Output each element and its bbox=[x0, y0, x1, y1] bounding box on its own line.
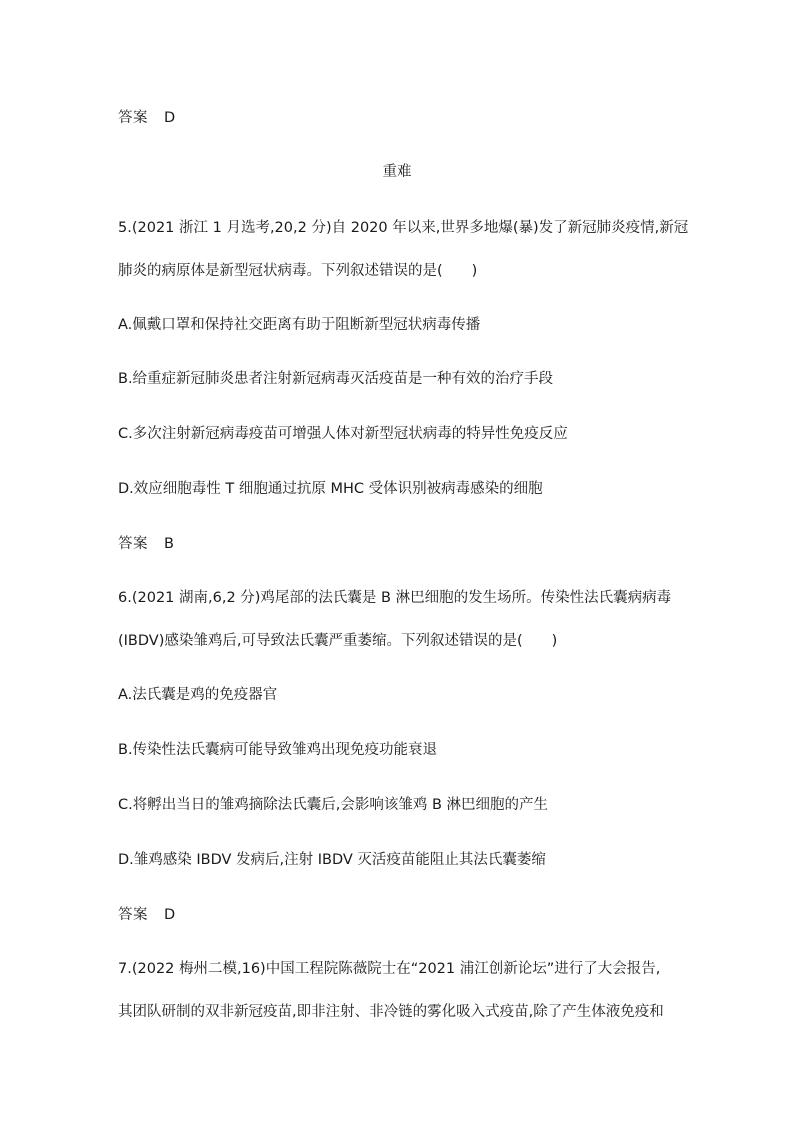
q6-stem-line-1: 6.(2021 湖南,6,2 分)鸡尾部的法氏囊是 B 淋巴细胞的发生场所。传染性法氏囊病病毒 bbox=[118, 590, 672, 606]
q5-stem-line-2: 肺炎的病原体是新型冠状病毒。下列叙述错误的是( ) bbox=[118, 263, 478, 279]
q7-stem-line-2: 其团队研制的双非新冠疫苗,即非注射、非冷链的雾化吸入式疫苗,除了产生体液免疫和 bbox=[118, 1004, 664, 1020]
answer-label: 答案 bbox=[118, 110, 148, 126]
q5-option-b: B.给重症新冠肺炎患者注射新冠病毒灭活疫苗是一种有效的治疗手段 bbox=[118, 371, 554, 387]
answer-value: D bbox=[164, 110, 176, 126]
q5-option-d: D.效应细胞毒性 T 细胞通过抗原 MHC 受体识别被病毒感染的细胞 bbox=[118, 481, 543, 497]
answer-row-1 bbox=[118, 108, 175, 128]
answer-label: 答案 bbox=[118, 536, 148, 552]
q5-option-c: C.多次注射新冠病毒疫苗可增强人体对新型冠状病毒的特异性免疫反应 bbox=[118, 426, 568, 442]
q7-stem-line-1: 7.(2022 梅州二模,16)中国工程院陈薇院士在“2021 浦江创新论坛”进行了大会报告, bbox=[118, 961, 661, 977]
answer-label: 答案 bbox=[118, 907, 148, 923]
q6-option-c: C.将孵出当日的雏鸡摘除法氏囊后,会影响该雏鸡 B 淋巴细胞的产生 bbox=[118, 797, 549, 813]
q6-stem-line-2: (IBDV)感染雏鸡后,可导致法氏囊严重萎缩。下列叙述错误的是( ) bbox=[118, 633, 558, 649]
q5-stem-line-1: 5.(2021 浙江 1 月选考,20,2 分)自 2020 年以来,世界多地爆(暴)发了新冠肺炎疫情,新冠 bbox=[118, 220, 689, 236]
section-title: 重难 bbox=[382, 164, 412, 180]
answer-row-3 bbox=[118, 905, 175, 925]
answer-value: D bbox=[164, 907, 176, 923]
q6-option-d: D.雏鸡感染 IBDV 发病后,注射 IBDV 灭活疫苗能阻止其法氏囊萎缩 bbox=[118, 852, 546, 868]
q6-option-a: A.法氏囊是鸡的免疫器官 bbox=[118, 687, 278, 703]
q6-option-b: B.传染性法氏囊病可能导致雏鸡出现免疫功能衰退 bbox=[118, 742, 438, 758]
answer-value: B bbox=[164, 536, 174, 552]
q5-option-a: A.佩戴口罩和保持社交距离有助于阻断新型冠状病毒传播 bbox=[118, 317, 481, 333]
answer-row-2 bbox=[118, 534, 174, 554]
